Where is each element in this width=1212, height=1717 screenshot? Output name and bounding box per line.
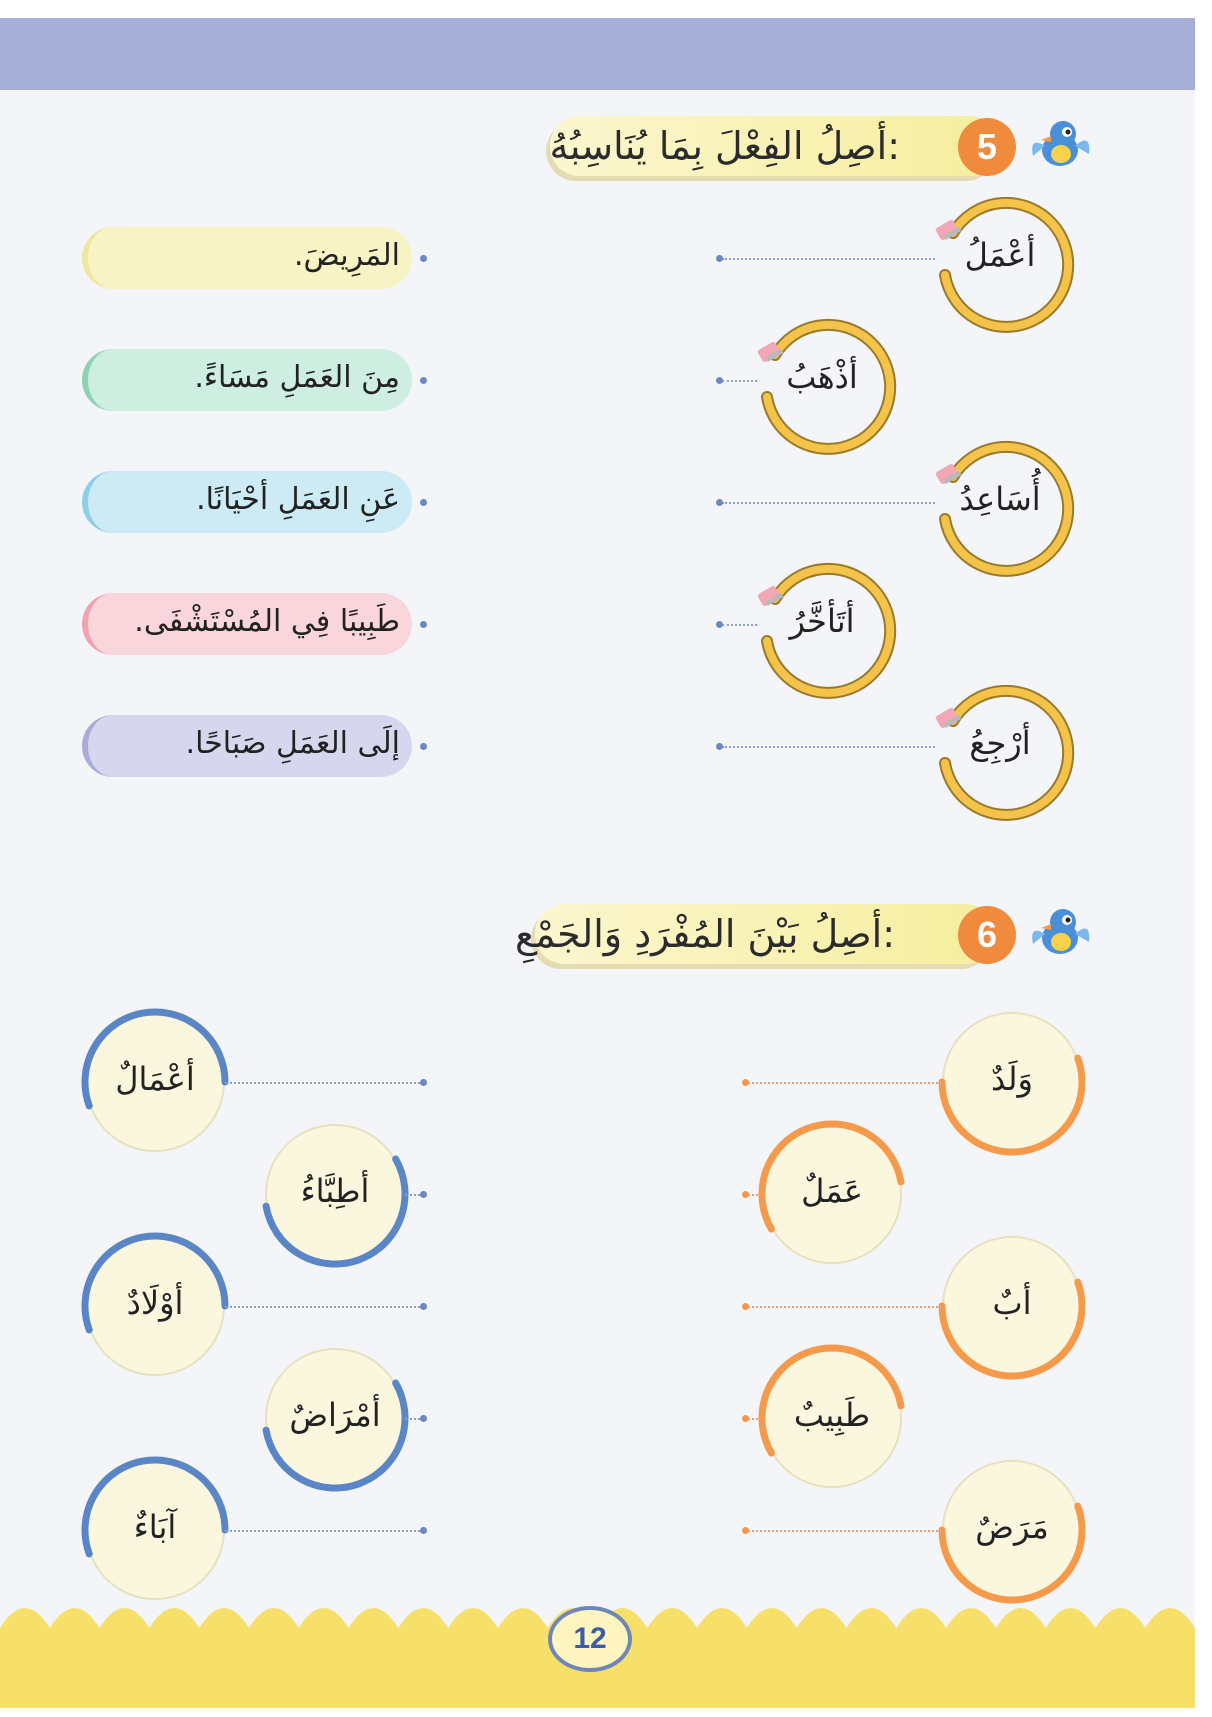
connect-dot[interactable] (742, 1191, 749, 1198)
connect-dot[interactable] (420, 621, 427, 628)
exercise5-number-badge: 5 (958, 118, 1016, 176)
connect-dot[interactable] (716, 743, 723, 750)
connect-dot[interactable] (742, 1527, 749, 1534)
connect-dot[interactable] (420, 1191, 427, 1198)
phrase-text: المَرِيضَ. (293, 238, 400, 273)
exercise5-title-pill (550, 116, 1000, 176)
singular-circle-label: مَرَضٌ (975, 1508, 1049, 1546)
connect-dot[interactable] (742, 1303, 749, 1310)
connect-dot[interactable] (420, 1079, 427, 1086)
verb-label: أعْمَلُ (964, 236, 1036, 274)
bird-icon (1025, 898, 1095, 968)
page-number: 12 (548, 1606, 632, 1672)
connect-dot[interactable] (420, 1415, 427, 1422)
connect-dot[interactable] (420, 1527, 427, 1534)
connector-line (722, 624, 757, 626)
connector-line (225, 1306, 420, 1308)
connector-line (225, 1082, 420, 1084)
verb-label: أذْهَبُ (786, 358, 858, 396)
connector-line (748, 1418, 762, 1420)
connect-dot[interactable] (716, 377, 723, 384)
connect-dot[interactable] (420, 377, 427, 384)
plural-circle-label: أطِبَّاءُ (300, 1172, 370, 1210)
connector-line (748, 1530, 942, 1532)
singular-circle-label: عَمَلٌ (801, 1172, 863, 1210)
verb-label: أتَأخَّرُ (789, 602, 855, 640)
connector-line (405, 1418, 420, 1420)
exercise6-number-badge: 6 (958, 906, 1016, 964)
connector-line (722, 380, 757, 382)
phrase-text: مِنَ العَمَلِ مَسَاءً. (194, 360, 400, 395)
connect-dot[interactable] (716, 499, 723, 506)
exercise5-title: أصِلُ الفِعْلَ بِمَا يُنَاسِبُهُ: (549, 124, 900, 168)
exercise6-title-pill (514, 904, 995, 964)
phrase-text: طَبِيبًا فِي المُسْتَشْفَى. (134, 604, 400, 639)
bird-icon (1025, 110, 1095, 180)
connector-line (722, 258, 935, 260)
connect-dot[interactable] (716, 255, 723, 262)
connector-line (722, 502, 935, 504)
singular-circle-label: وَلَدٌ (991, 1060, 1033, 1098)
connector-line (722, 746, 935, 748)
singular-circle-label: أبٌ (992, 1284, 1032, 1322)
singular-circle-label: طَبِيبٌ (793, 1396, 871, 1434)
header-bar (0, 18, 1195, 90)
connect-dot[interactable] (716, 621, 723, 628)
connect-dot[interactable] (742, 1415, 749, 1422)
exercise6-title: أصِلُ بَيْنَ المُفْرَدِ وَالجَمْعِ: (514, 912, 895, 956)
plural-circle-label: آبَاءٌ (133, 1508, 177, 1546)
connector-line (748, 1082, 942, 1084)
verb-label: أُسَاعِدُ (959, 480, 1041, 518)
workbook-page (0, 18, 1195, 1708)
connect-dot[interactable] (420, 743, 427, 750)
verb-label: أرْجِعُ (969, 724, 1031, 762)
connector-line (405, 1194, 420, 1196)
phrase-text: إلَى العَمَلِ صَبَاحًا. (185, 726, 400, 761)
connect-dot[interactable] (742, 1079, 749, 1086)
connect-dot[interactable] (420, 255, 427, 262)
connector-line (225, 1530, 420, 1532)
plural-circle-label: أمْرَاضٌ (289, 1396, 381, 1434)
plural-circle-label: أعْمَالٌ (115, 1060, 195, 1098)
connect-dot[interactable] (420, 1303, 427, 1310)
connector-line (748, 1306, 942, 1308)
plural-circle-label: أوْلَادٌ (126, 1284, 184, 1322)
connect-dot[interactable] (420, 499, 427, 506)
phrase-text: عَنِ العَمَلِ أحْيَانًا. (196, 482, 400, 517)
connector-line (748, 1194, 762, 1196)
